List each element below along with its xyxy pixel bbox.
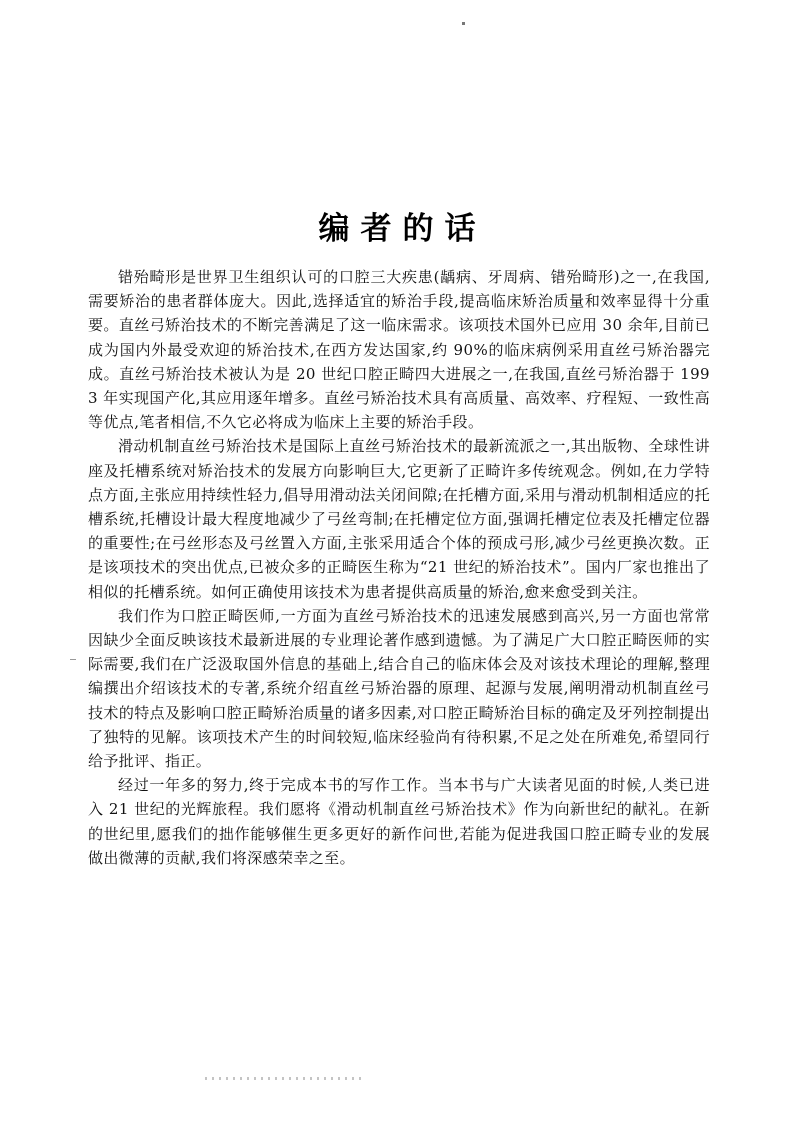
scan-speck	[462, 22, 465, 25]
paragraph-3: 我们作为口腔正畸医师,一方面为直丝弓矫治技术的迅速发展感到高兴,另一方面也常常因缺少全面反映该技术最新进展的专业理论著作感到遗憾。为了满足广大口腔正畸医师的实际需要,我们在广泛汲取国外信息的基础上,结合自己的临床体会及对该技术理论的理解,整理编撰出介绍该技术的专著,系统介绍直丝弓矫治器的原理、起源与发展,阐明滑动机制直丝弓技术的特点及影响口腔正畸矫治质量的诸多因素,对口腔正畸矫治目标的确定及牙列控制提出了独特的见解。该项技术产生的时间较短,临床经验尚有待积累,不足之处在所难免,希望同行给予批评、指正。	[88, 606, 710, 771]
paragraph-2: 滑动机制直丝弓矫治技术是国际上直丝弓矫治技术的最新流派之一,其出版物、全球性讲座及托槽系统对矫治技术的发展方向影响巨大,它更新了正畸许多传统观念。例如,在力学特点方面,主张应用持续性轻力,倡导用滑动法关闭间隙;在托槽方面,采用与滑动机制相适应的托槽系统,托槽设计最大程度地减少了弓丝弯制;在托槽定位方面,强调托槽定位表及托槽定位器的重要性;在弓丝形态及弓丝置入方面,主张采用适合个体的预成弓形,减少弓丝更换次数。正是该项技术的突出优点,已被众多的正畸医生称为“21 世纪的矫治技术”。国内厂家也推出了相似的托槽系统。如何正确使用该技术为患者提供高质量的矫治,愈来愈受到关注。	[88, 437, 710, 601]
scan-speck-margin	[70, 659, 76, 660]
page-title: 编者的话	[318, 211, 487, 247]
paragraph-1: 错殆畸形是世界卫生组织认可的口腔三大疾患(龋病、牙周病、错殆畸形)之一,在我国,需要矫治的患者群体庞大。因此,选择适宜的矫治手段,提高临床矫治质量和效率显得十分重要。直丝弓矫治技术的不断完善满足了这一临床需求。该项技术国外已应用 30 余年,目前已成为国内外最受欢迎的矫治技术,在西方发达国家,约 90%的临床病例采用直丝弓矫治器完成。直丝弓矫治技术被认为是 20 世纪口腔正畸四大进展之一,在我国,直丝弓矫治器于 1993 年实现国产化,其应用逐年增多。直丝弓矫治技术具有高质量、高效率、疗程短、一致性高等优点,笔者相信,不久它必将成为临床上主要的矫治手段。	[88, 268, 710, 432]
body-text	[88, 265, 710, 870]
paragraph-4: 经过一年多的努力,终于完成本书的写作工作。当本书与广大读者见面的时候,人类已进入 21 世纪的光辉旅程。我们愿将《滑动机制直丝弓矫治技术》作为向新世纪的献礼。在新的世纪里,愿我们的拙作能够催生更多更好的新作问世,若能为促进我国口腔正畸专业的发展做出微薄的贡献,我们将深感荣幸之至。	[88, 776, 710, 867]
scan-footer-noise	[205, 1077, 365, 1080]
